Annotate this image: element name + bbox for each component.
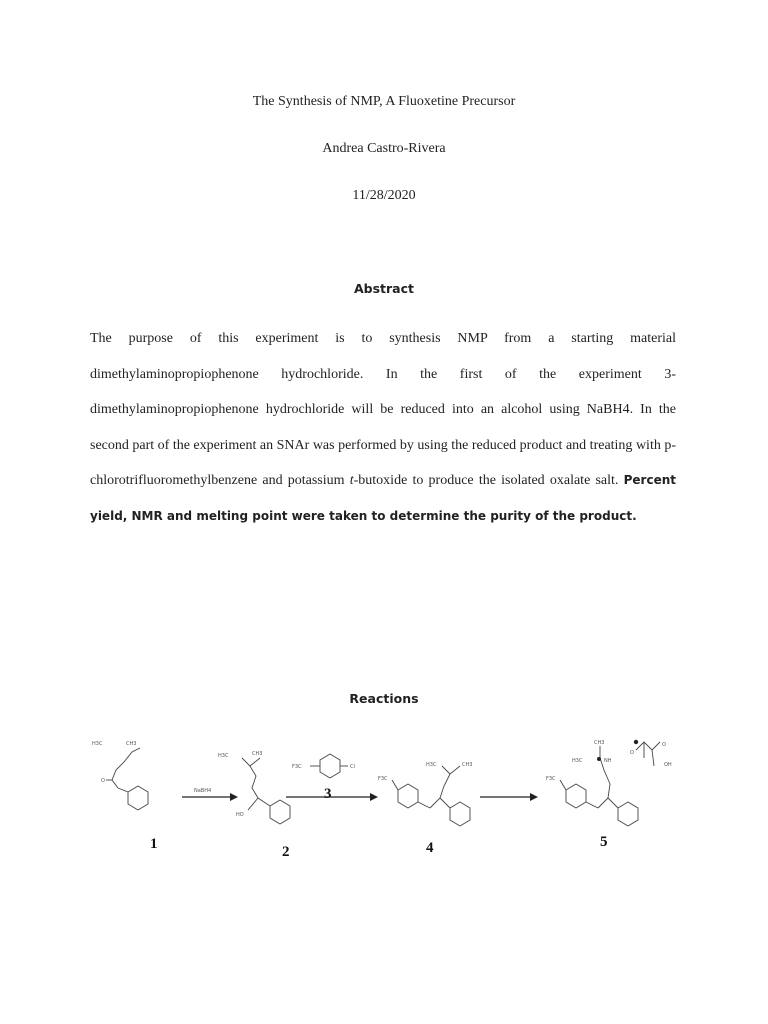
- compound-label-3: 3: [324, 786, 332, 802]
- abstract-italic-t: t: [349, 473, 354, 488]
- compound-3-structure: [292, 754, 355, 778]
- ammonium-charge-dot: [597, 757, 601, 761]
- compound-3-cf3-label: F3C: [292, 764, 302, 770]
- abstract-heading: Abstract: [353, 281, 415, 296]
- oxalate-charge-dot: [634, 740, 638, 744]
- compound-1-oxygen-label: O: [101, 778, 105, 784]
- document-title: The Synthesis of NMP, A Fluoxetine Precursor: [252, 94, 516, 109]
- compound-2-h3c-label: H3C: [218, 753, 229, 759]
- reactions-heading: Reactions: [349, 691, 419, 706]
- reagent-label-nabh4: NaBH4: [194, 788, 212, 794]
- compound-label-4: 4: [426, 840, 434, 856]
- compound-label-1: 1: [150, 836, 158, 852]
- compound-4-cf3-label: F3C: [378, 776, 388, 782]
- compound-2-ch3-label: CH3: [252, 751, 263, 757]
- abstract-bold-text: Percent yield, NMR and melting point were taken to determine the purity of the product.: [90, 473, 676, 523]
- compound-4-structure: [378, 762, 472, 826]
- abstract-text: The purpose of this experiment is to synthesis NMP from a starting material dimethylaminopropiophenone hydrochloride. In the first of the experiment 3-dimethylaminopropiophenone hydrochloride will be reduced into an alcohol using NaBH4. In the second part of the experiment an SNAr was performed by using the reduced product and treating with p-chlorotrifluoromethylbenzene and potassium: [90, 331, 676, 488]
- compound-1-ch3-label: CH3: [126, 741, 137, 747]
- compound-label-2: 2: [282, 844, 290, 858]
- reaction-scheme: [88, 728, 688, 858]
- compound-5-structure: [546, 740, 672, 826]
- arrow-2-head: [370, 793, 378, 801]
- author-name: Andrea Castro-Rivera: [322, 141, 446, 156]
- compound-5-nh-label: NH: [604, 758, 612, 764]
- compound-4-ch3-label: CH3: [462, 762, 473, 768]
- compound-1-structure: [92, 741, 148, 810]
- compound-1-h3c-label: H3C: [92, 741, 103, 747]
- compound-2-hydroxyl-label: HO: [236, 812, 244, 818]
- arrow-1-head: [230, 793, 238, 801]
- compound-5-cf3-label: F3C: [546, 776, 556, 782]
- compound-5-h3c-label: H3C: [572, 758, 583, 764]
- compound-2-structure: [218, 751, 290, 824]
- abstract-text-continued: -butoxide to produce the isolated oxalate salt.: [353, 473, 624, 488]
- document-date: 11/28/2020: [352, 188, 416, 203]
- compound-4-h3c-label: H3C: [426, 762, 437, 768]
- arrow-3-head: [530, 793, 538, 801]
- compound-5-o2-label: O: [662, 742, 666, 748]
- compound-5-oh-label: OH: [664, 762, 672, 768]
- compound-3-cl-label: Cl: [350, 764, 355, 770]
- compound-5-ch3-label: CH3: [594, 740, 605, 746]
- abstract-body: [90, 321, 676, 534]
- compound-5-o1-label: O: [630, 750, 634, 756]
- compound-label-5: 5: [600, 834, 608, 850]
